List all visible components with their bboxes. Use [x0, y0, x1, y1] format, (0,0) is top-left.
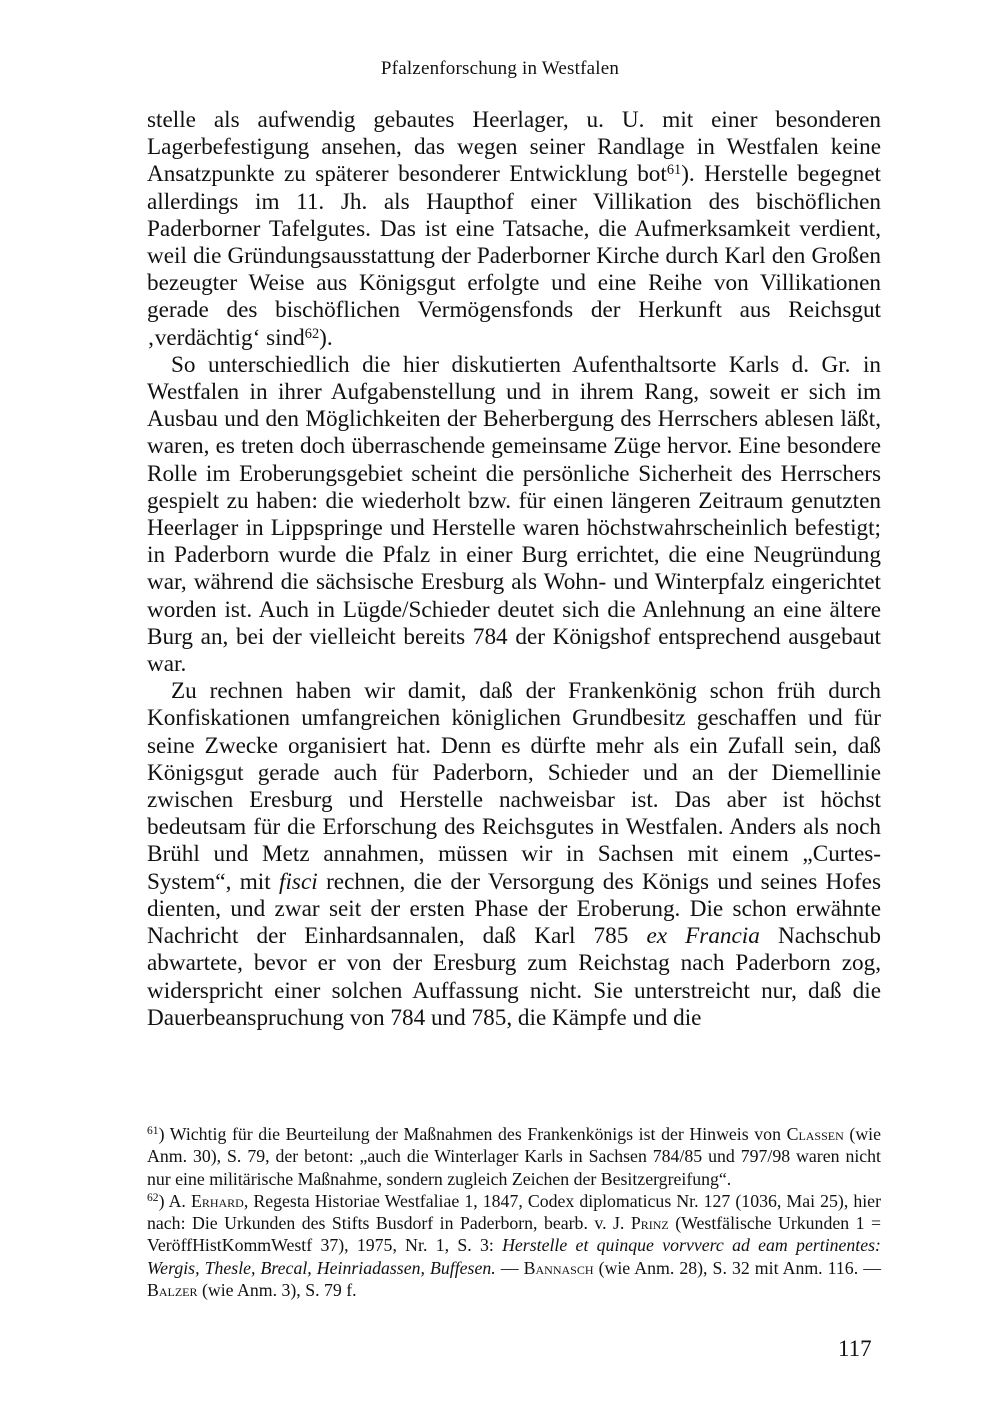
footnote-62-mark [147, 1191, 159, 1211]
footnote-ref-62[interactable]: 62 [304, 325, 320, 342]
paragraph-1-text-c: ). [319, 324, 333, 351]
footnote-62-number: 62 [147, 1191, 159, 1205]
footnote-ref-61[interactable]: 61 [666, 162, 682, 179]
footnote-61-text-b: (wie Anm. 30), S. 79, der betont: „auch die Winterlager Karls in Sachsen 784/85 und 797/98 waren nicht nur eine militärische Maßnahme, sondern zugleich Zeichen der Besitzergreifung“. [147, 1124, 881, 1189]
footnote-61-text-a: ) Wichtig für die Beurteilung der Maßnahmen des Frankenkönigs ist der Hinweis von [158, 1124, 787, 1144]
page-number: 117 [838, 1336, 872, 1361]
footnote-61-number: 61 [147, 1124, 159, 1138]
paragraph-3-text-a: Zu rechnen haben wir damit, daß der Frankenkönig schon früh durch Konfiskationen umfangreichen königlichen Grundbesitz geschaffen und für seine Zwecke organisiert hat. Denn es dürfte mehr als ein Zufall sein, daß Königsgut gerade auch für Paderborn, Schieder und an der Diemellinie zwischen Eresburg und Herstelle nachweisbar ist. Das aber ist höchst bedeutsam für die Erforschung des Reichsgutes in Westfalen. Anders als noch Brühl und Metz annahmen, müssen wir in Sachsen mit einem „Curtes-System“, mit [147, 678, 881, 895]
footnote-62-author-bannasch: Bannasch [523, 1257, 594, 1278]
footnote-62-text-b: , Regesta Historiae Westfaliae 1, 1847, Codex diplomaticus Nr. 127 (1036, Mai 25), hier nach: Die Urkunden des Stifts Busdorf in Paderborn, bearb. v. J. [147, 1190, 881, 1234]
footnote-62-author-balzer: Balzer [147, 1280, 198, 1301]
footnote-61-author-classen: Classen [786, 1124, 844, 1144]
paragraph-1-text-b: ). Herstelle begegnet allerdings im 11. Jh. als Haupthof einer Villikation des bischöflichen Paderborner Tafelgutes. Das ist eine Tatsache, die Aufmerksamkeit verdient, weil die Gründungsausstattung der Paderborner Kirche durch Karl den Großen bezeugter Weise aus Königsgut erfolgte und eine Reihe von Villikationen gerade des bischöflichen Vermögensfonds der Herkunft aus Reichsgut ‚verdächtig‘ sind [147, 161, 881, 351]
paragraph-3 [147, 678, 881, 1032]
paragraph-3-text-c: Nachschub abwartete, bevor er von der Eresburg zum Reichstag nach Paderborn zog, widerspricht einer solchen Auffassung nicht. Sie unterstreicht nur, daß die Dauerbeanspruchung von 784 und 785, die Kämpfe und die [147, 923, 881, 1031]
footnote-62 [147, 1190, 881, 1301]
paragraph-3-italic-fisci: fisci [279, 868, 318, 895]
paragraph-1 [147, 107, 881, 352]
footnote-62-text-a: ) A. [158, 1190, 191, 1211]
footnote-62-text-c: (Westfälische Urkunden 1 = VeröffHistKommWestf 37), 1975, Nr. 1, S. 3: [147, 1213, 881, 1256]
footnote-62-author-prinz: Prinz [630, 1213, 669, 1234]
paragraph-3-italic-ex-francia: ex Francia [646, 923, 760, 950]
footnote-61 [147, 1123, 881, 1190]
main-body-text [147, 107, 881, 1032]
footnote-62-text-e: (wie Anm. 28), S. 32 mit Anm. 116. — [593, 1257, 881, 1278]
footnote-62-text-d: — [495, 1257, 524, 1278]
footnote-62-text-f: (wie Anm. 3), S. 79 f. [197, 1280, 357, 1301]
footnote-62-author-erhard: Erhard [190, 1190, 244, 1211]
footnotes-section [147, 1123, 881, 1301]
footnote-62-italic-quote: Herstelle et quinque vorvverc ad eam pertinentes: Wergis, Thesle, Brecal, Heinriadassen, Buffesen. [147, 1235, 881, 1278]
running-header-title: Pfalzenforschung in Westfalen [380, 58, 620, 79]
footnote-61-mark [147, 1124, 159, 1144]
paragraph-2: So unterschiedlich die hier diskutierten Aufenthaltsorte Karls d. Gr. in Westfalen in ihrer Aufgabenstellung und in ihrem Rang, soweit er sich im Ausbau und den Möglichkeiten der Beherbergung des Herrschers ablesen läßt, waren, es treten doch überraschende gemeinsame Züge hervor. Eine besondere Rolle im Eroberungsgebiet scheint die persönliche Sicherheit des Herrschers gespielt zu haben: die wiederholt bzw. für einen längeren Zeitraum genutzten Heerlager in Lippspringe und Herstelle waren höchstwahrscheinlich befestigt; in Paderborn wurde die Pfalz in einer Burg errichtet, die eine Neugründung war, während die sächsische Eresburg als Wohn- und Winterpfalz eingerichtet worden ist. Auch in Lügde/Schieder deutet sich die Anlehnung an eine ältere Burg an, bei der vielleicht bereits 784 der Königshof entsprechend ausgebaut war. [147, 351, 881, 678]
paragraph-3-text-b: rechnen, die der Versorgung des Königs und seines Hofes dienten, und zwar seit der ersten Phase der Eroberung. Die schon erwähnte Nachricht der Einhardsannalen, daß Karl 785 [147, 868, 881, 950]
paragraph-1-text-a: stelle als aufwendig gebautes Heerlager, u. U. mit einer besonderen Lagerbefestigung ansehen, das wegen seiner Randlage in Westfalen keine Ansatzpunkte zu späterer besonderer Entwicklung bot [147, 107, 881, 188]
